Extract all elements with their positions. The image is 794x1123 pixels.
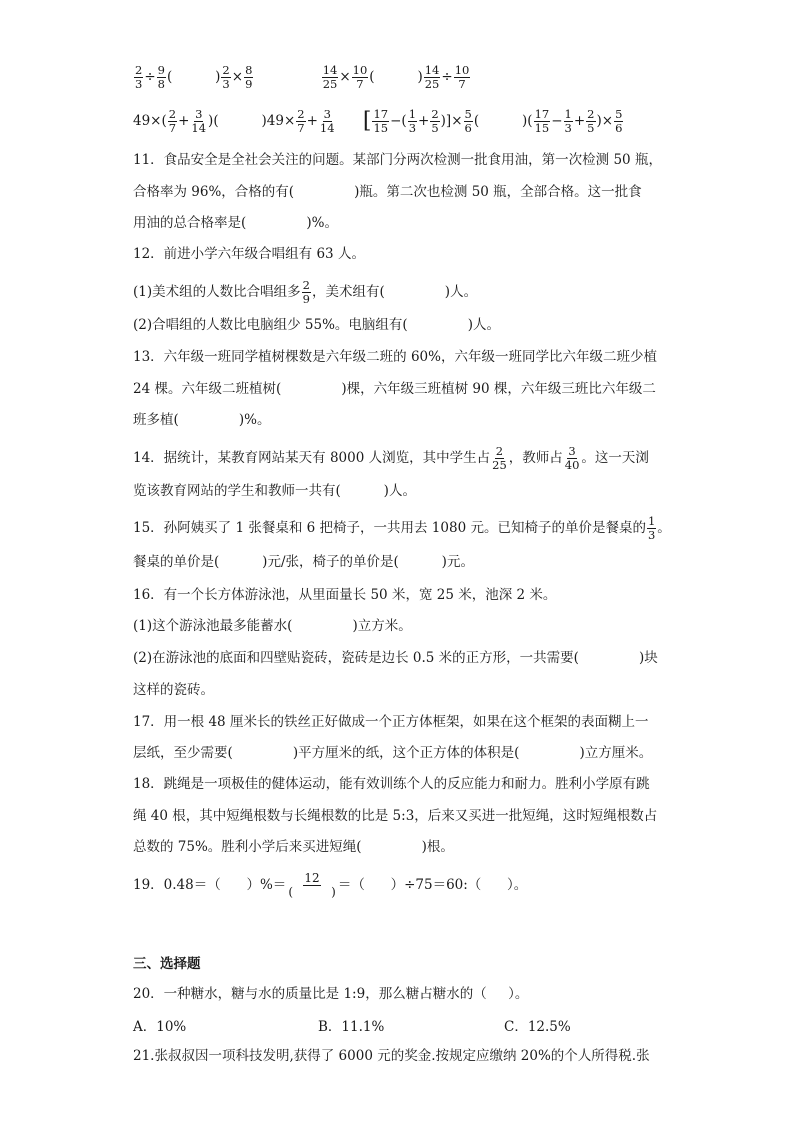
- fraction: $\frac{5}{6}$: [615, 107, 623, 135]
- fraction: $\frac{5}{6}$: [464, 107, 472, 135]
- q17-line-1: 17．用一根 48 厘米长的铁丝正好做成一个正方体框架，如果在这个框架的表面糊上一: [133, 714, 649, 730]
- q16-line-1: 16．有一个长方体游泳池，从里面量长 50 米，宽 25 米，池深 2 米。: [133, 587, 557, 603]
- fraction: $\frac{14}{25}$: [424, 63, 440, 91]
- q13-line-3: 班多植( )%。: [133, 412, 271, 428]
- answer-blank[interactable]: ( ): [473, 113, 528, 129]
- fraction: $\frac{12}{( )}$: [288, 871, 336, 899]
- fraction: $\frac{10}{7}$: [352, 63, 368, 91]
- q16-line-2: (1)这个游泳池最多能蓄水( )立方米。: [133, 618, 412, 634]
- q10-item-1: $\frac{2}{3}$ ÷ $\frac{9}{8}$ ( ) $\frac{2}{3}$ × $\frac{8}{9}$: [135, 63, 253, 91]
- q11-line-2: 合格率为 96%，合格的有( )瓶。第二次也检测 50 瓶，全部合格。这一批食: [133, 184, 642, 200]
- fraction: $\frac{2}{3}$: [222, 63, 230, 91]
- option-a[interactable]: A．10%: [133, 1019, 187, 1035]
- q10-item-2: $\frac{14}{25}$ × $\frac{10}{7}$ ( ) $\frac{14}{25}$ ÷ $\frac{10}{7}$: [322, 63, 470, 91]
- q16-line-4: 这样的瓷砖。: [133, 682, 214, 698]
- q13-line-2: 24 棵。六年级二班植树( )棵，六年级三班植树 90 棵，六年级三班比六年级二: [133, 381, 656, 397]
- q10-item-4: [ $\frac{17}{15}$ −( $\frac{1}{3}$ + $\frac{2}{5}$ )]× $\frac{5}{6}$ ( )( $\frac{17}{15}$ − $\frac{1}{3}$ + $\frac{2}{5}$ )× $\frac{5}{6}$: [362, 107, 623, 135]
- q12-line-2: (1)美术组的人数比合唱组多 $\frac{2}{9}$ ，美术组有( )人。: [133, 278, 478, 306]
- fraction: $\frac{2}{9}$: [302, 278, 310, 306]
- section-title: 三、选择题: [133, 956, 201, 972]
- fraction: $\frac{2}{5}$: [587, 107, 595, 135]
- q21-line-1: 21.张叔叔因一项科技发明,获得了 6000 元的奖金.按规定应缴纳 20%的个人所得税.张: [133, 1048, 650, 1064]
- fraction: $\frac{2}{25}$: [492, 444, 507, 472]
- q11-line-1: 11．食品安全是全社会关注的问题。某部门分两次检测一批食用油，第一次检测 50 瓶，: [133, 152, 662, 168]
- fraction: $\frac{8}{9}$: [245, 63, 253, 91]
- q19-line: 19．0.48＝（ ）%＝ $\frac{12}{( )}$ ＝（ ）÷75＝60:（ ）。: [133, 871, 528, 899]
- q18-line-3: 总数的 75%。胜利小学后来买进短绳( )根。: [133, 839, 454, 855]
- fraction: $\frac{9}{8}$: [157, 63, 165, 91]
- q13-line-1: 13．六年级一班同学植树棵数是六年级二班的 60%，六年级一班同学比六年级二班少植: [133, 349, 657, 365]
- fraction: $\frac{17}{15}$: [373, 107, 389, 135]
- fraction: $\frac{3}{14}$: [191, 107, 207, 135]
- fraction: $\frac{10}{7}$: [454, 63, 470, 91]
- option-b[interactable]: B．11.1%: [318, 1019, 385, 1035]
- fraction: $\frac{14}{25}$: [322, 63, 338, 91]
- fraction: $\frac{17}{15}$: [534, 107, 550, 135]
- fraction: $\frac{2}{5}$: [431, 107, 439, 135]
- q18-line-1: 18．跳绳是一项极佳的健体运动，能有效训练个人的反应能力和耐力。胜利小学原有跳: [133, 776, 650, 792]
- fraction: $\frac{2}{7}$: [297, 107, 305, 135]
- q14-line-2: 览该教育网站的学生和教师一共有( )人。: [133, 483, 416, 499]
- q10-row2: [133, 108, 684, 135]
- q10-item-3: 49×( $\frac{2}{7}$ + $\frac{3}{14}$ )( )49× $\frac{2}{7}$ + $\frac{3}{14}$: [133, 107, 335, 135]
- fraction: $\frac{1}{3}$: [408, 107, 417, 135]
- q14-line-1: 14．据统计，某教育网站某天有 8000 人浏览，其中学生占 $\frac{2}{25}$ ，教师占 $\frac{3}{40}$ 。这一天浏: [133, 444, 649, 472]
- option-c[interactable]: C．12.5%: [504, 1019, 571, 1035]
- q11-line-3: 用油的总合格率是( )%。: [133, 215, 338, 231]
- answer-blank[interactable]: ( ): [369, 69, 423, 85]
- fraction: $\frac{1}{3}$: [564, 107, 572, 135]
- answer-blank[interactable]: ( ): [166, 69, 221, 85]
- q18-line-2: 绳 40 根，其中短绳根数与长绳根数的比是 5:3，后来又买进一批短绳，这时短绳根数占: [133, 808, 658, 824]
- fraction: $\frac{3}{40}$: [564, 444, 580, 472]
- fraction: $\frac{2}{3}$: [135, 63, 143, 91]
- answer-blank[interactable]: ( ): [213, 113, 267, 129]
- q15-line-1: 15．孙阿姨买了 1 张餐桌和 6 把椅子，一共用去 1080 元。已知椅子的单价是餐桌的 $\frac{1}{3}$ 。: [133, 514, 671, 542]
- q12-line-3: (2)合唱组的人数比电脑组少 55%。电脑组有( )人。: [133, 317, 501, 333]
- fraction: $\frac{2}{7}$: [168, 107, 177, 135]
- fraction: $\frac{1}{3}$: [647, 514, 656, 542]
- q10-row1: [133, 64, 684, 91]
- answer-blank[interactable]: ( ): [288, 885, 336, 899]
- fraction: $\frac{3}{14}$: [319, 107, 335, 135]
- q20-stem: 20．一种糖水，糖与水的质量比是 1:9，那么糖占糖水的（ ）。: [133, 986, 529, 1002]
- q17-line-2: 层纸，至少需要( )平方厘米的纸，这个正方体的体积是( )立方厘米。: [133, 745, 653, 761]
- q12-line-1: 12．前进小学六年级合唱组有 63 人。: [133, 246, 365, 262]
- q16-line-3: (2)在游泳池的底面和四壁贴瓷砖，瓷砖是边长 0.5 米的正方形，一共需要( )块: [133, 650, 658, 666]
- q15-line-2: 餐桌的单价是( )元/张，椅子的单价是( )元。: [133, 554, 474, 570]
